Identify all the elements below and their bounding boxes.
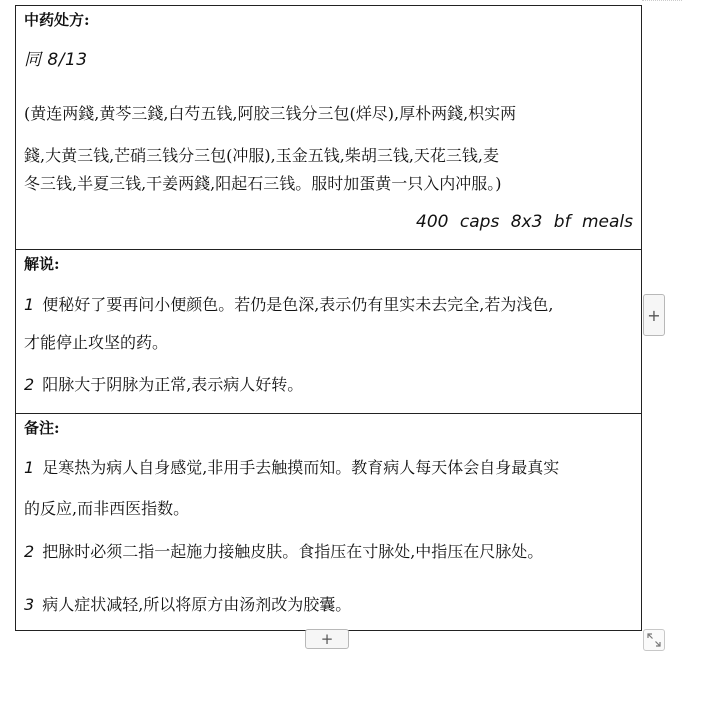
item-number: 2: [24, 375, 35, 394]
note-item-1-cont: 的反应,而非西医指数。: [24, 499, 190, 518]
prescription-date: 同 8/13: [24, 50, 88, 70]
item-text: 足寒热为病人自身感觉,非用手去触摸而知。教育病人每天体会自身最真实: [42, 458, 560, 477]
prescription-line-2: 錢,大黄三钱,芒硝三钱分三包(冲服),玉金五钱,柴胡三钱,天花三钱,麦: [24, 146, 500, 165]
item-text: 把脉时必须二指一起施力接触皮肤。食指压在寸脉处,中指压在尺脉处。: [42, 542, 544, 561]
add-column-button[interactable]: +: [643, 294, 665, 336]
item-text: 阳脉大于阴脉为正常,表示病人好转。: [42, 375, 304, 394]
notes-heading: 备注:: [24, 419, 60, 437]
prescription-table: [15, 5, 642, 631]
item-number: 3: [24, 595, 35, 614]
note-item-3: [24, 595, 633, 615]
explanation-item-1-cont: 才能停止攻坚的药。: [24, 333, 169, 352]
add-row-button[interactable]: +: [305, 629, 349, 649]
notes-cell[interactable]: [16, 413, 641, 630]
explanation-cell[interactable]: [16, 249, 641, 413]
note-item-1: [24, 458, 633, 478]
item-number: 1: [24, 458, 35, 477]
prescription-cell[interactable]: [16, 6, 641, 249]
prescription-heading: 中药处方:: [24, 11, 90, 29]
explanation-item-2: [24, 375, 633, 395]
item-text: 病人症状减轻,所以将原方由汤剂改为胶囊。: [42, 595, 352, 614]
explanation-item-1: [24, 295, 633, 315]
explanation-heading: 解说:: [24, 255, 60, 273]
item-text: 便秘好了要再问小便颜色。若仍是色深,表示仍有里实未去完全,若为浅色,: [42, 295, 554, 314]
dosage-note: 400 caps 8x3 bf meals: [416, 212, 633, 232]
note-item-2: [24, 542, 633, 562]
prescription-line-3: 冬三钱,半夏三钱,干姜两錢,阳起石三钱。服时加蛋黄一只入内冲服。): [24, 174, 502, 193]
item-number: 1: [24, 295, 35, 314]
expand-icon[interactable]: [643, 629, 665, 651]
item-number: 2: [24, 542, 35, 561]
resize-arrows-icon: [647, 633, 661, 647]
prescription-line-1: (黄连两錢,黄芩三錢,白芍五钱,阿胶三钱分三包(烊尽),厚朴两錢,枳实两: [24, 104, 517, 123]
page-edge-rule: [642, 0, 682, 6]
